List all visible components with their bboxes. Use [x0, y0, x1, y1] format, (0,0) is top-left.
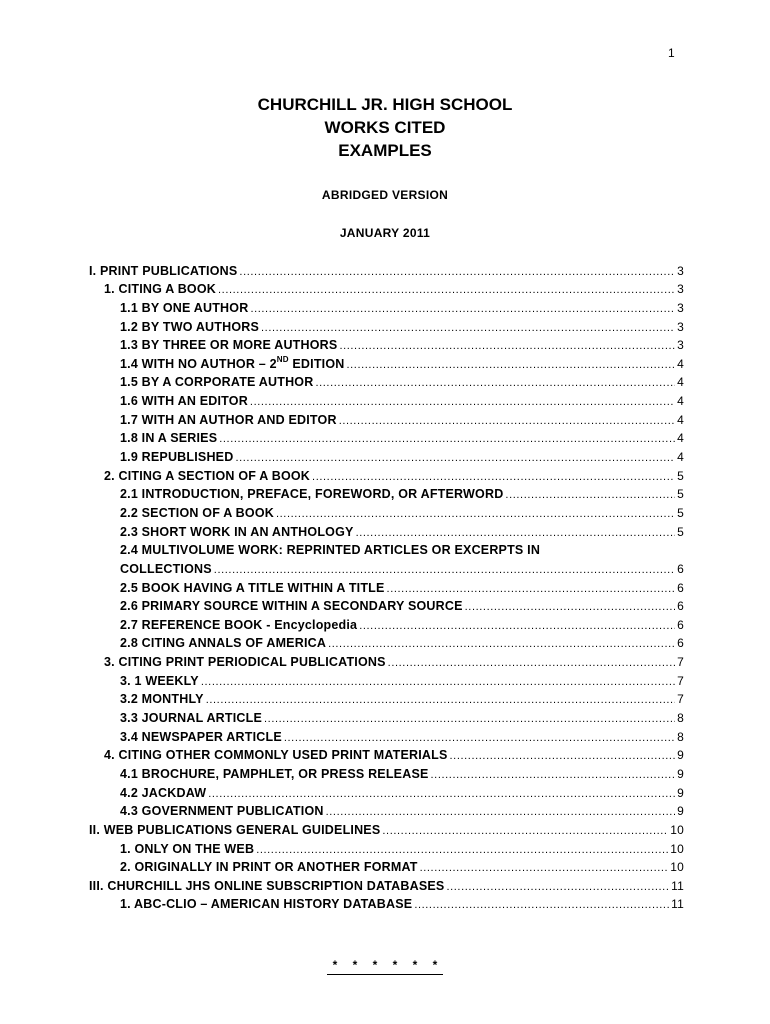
- toc-entry: [89, 315, 684, 334]
- toc-leader-dots: [256, 844, 668, 856]
- page-number: 1: [668, 46, 675, 60]
- toc-page-number: 3: [677, 300, 684, 315]
- toc-leader-dots: [276, 508, 675, 520]
- toc-entry: [89, 725, 684, 744]
- toc-entry: [89, 837, 684, 856]
- toc-entry: [89, 762, 684, 781]
- toc-entry: [89, 259, 684, 278]
- toc-entry: [89, 557, 684, 576]
- toc-entry: [89, 669, 684, 688]
- toc-page-number: 9: [677, 766, 684, 781]
- toc-leader-dots: [250, 303, 675, 315]
- toc-leader-dots: [359, 620, 675, 632]
- toc-entry-title: 2.2 SECTION OF A BOOK: [120, 505, 274, 520]
- toc-page-number: 11: [671, 897, 684, 912]
- toc-page-number: 7: [677, 692, 684, 707]
- toc-leader-dots: [264, 713, 675, 725]
- toc-entry: [89, 352, 684, 371]
- toc-page-number: 5: [677, 487, 684, 502]
- toc-leader-dots: [446, 881, 669, 893]
- toc-entry: [89, 501, 684, 520]
- toc-page-number: 4: [677, 431, 684, 446]
- toc-leader-dots: [346, 359, 675, 371]
- toc-entry: [89, 576, 684, 595]
- toc-page-number: 6: [677, 580, 684, 595]
- toc-entry-title: COLLECTIONS: [120, 561, 212, 576]
- toc-entry-title: 3.2 MONTHLY: [120, 692, 204, 707]
- toc-leader-dots: [387, 583, 676, 595]
- toc-entry-title: 1. ABC-CLIO – AMERICAN HISTORY DATABASE: [120, 897, 413, 912]
- toc-leader-dots: [284, 732, 675, 744]
- title-line-examples: EXAMPLES: [338, 141, 432, 160]
- toc-page-number: 6: [677, 636, 684, 651]
- toc-entry-title: 1.6 WITH AN EDITOR: [120, 394, 248, 409]
- document-title: [0, 93, 770, 162]
- toc-entry-title: 1.3 BY THREE OR MORE AUTHORS: [120, 338, 338, 353]
- toc-page-number: 3: [677, 319, 684, 334]
- toc-entry-title: 2.5 BOOK HAVING A TITLE WITHIN A TITLE: [120, 580, 385, 595]
- toc-entry: [89, 893, 684, 912]
- toc-leader-dots: [250, 396, 675, 408]
- title-line-school: CHURCHILL JR. HIGH SCHOOL: [257, 95, 513, 114]
- toc-entry: [89, 650, 684, 669]
- toc-entry-title: 4. CITING OTHER COMMONLY USED PRINT MATERIALS: [104, 748, 448, 763]
- toc-entry: [89, 296, 684, 315]
- toc-page-number: 8: [677, 711, 684, 726]
- toc-page-number: 9: [677, 804, 684, 819]
- toc-entry: [89, 408, 684, 427]
- toc-entry-title: 2.1 INTRODUCTION, PREFACE, FOREWORD, OR AFTERWORD: [120, 487, 504, 502]
- toc-entry-title: 2. ORIGINALLY IN PRINT OR ANOTHER FORMAT: [120, 860, 418, 875]
- toc-entry-title: 2.3 SHORT WORK IN AN ANTHOLOGY: [120, 524, 354, 539]
- toc-entry-title: 3.4 NEWSPAPER ARTICLE: [120, 729, 282, 744]
- toc-leader-dots: [206, 694, 675, 706]
- toc-entry: [89, 520, 684, 539]
- toc-leader-dots: [208, 788, 675, 800]
- toc-entry: [89, 613, 684, 632]
- toc-entry-title: 2.6 PRIMARY SOURCE WITHIN A SECONDARY SOURCE: [120, 599, 463, 614]
- toc-entry: [89, 483, 684, 502]
- toc-entry-title: 1.2 BY TWO AUTHORS: [120, 319, 260, 334]
- toc-leader-dots: [382, 825, 668, 837]
- toc-entry: [89, 800, 684, 819]
- toc-entry-title: 2. CITING A SECTION OF A BOOK: [104, 468, 311, 483]
- toc-entry: [89, 371, 684, 390]
- toc-entry-title: I. PRINT PUBLICATIONS: [89, 263, 238, 278]
- toc-page-number: 5: [677, 505, 684, 520]
- toc-page-number: 4: [677, 412, 684, 427]
- toc-entry: [89, 278, 684, 297]
- toc-entry: [89, 427, 684, 446]
- toc-entry-title: 4.1 BROCHURE, PAMPHLET, OR PRESS RELEASE: [120, 766, 429, 781]
- toc-page-number: 6: [677, 617, 684, 632]
- toc-entry-title: 1.4 WITH NO AUTHOR – 2ND EDITION: [120, 354, 345, 371]
- toc-entry-title: 1.9 REPUBLISHED: [120, 450, 234, 465]
- toc-leader-dots: [201, 676, 675, 688]
- toc-leader-dots: [326, 806, 676, 818]
- toc-entry-title: 3.3 JOURNAL ARTICLE: [120, 711, 263, 726]
- toc-entry-title: 1. CITING A BOOK: [104, 282, 217, 297]
- toc-leader-dots: [219, 433, 675, 445]
- toc-page-number: 6: [677, 561, 684, 576]
- toc-entry: [89, 334, 684, 353]
- toc-leader-dots: [218, 284, 675, 296]
- toc-leader-dots: [312, 471, 675, 483]
- toc-page-number: 4: [677, 394, 684, 409]
- toc-page-number: 10: [670, 841, 684, 856]
- toc-entry: [89, 744, 684, 763]
- toc-leader-dots: [505, 489, 675, 501]
- toc-page-number: 5: [677, 524, 684, 539]
- toc-page-number: 3: [677, 338, 684, 353]
- toc-entry: [89, 464, 684, 483]
- toc-entry: [89, 856, 684, 875]
- toc-page-number: 5: [677, 468, 684, 483]
- toc-entry-title: III. CHURCHILL JHS ONLINE SUBSCRIPTION DATABASES: [89, 878, 445, 893]
- toc-leader-dots: [388, 657, 675, 669]
- toc-entry: [89, 818, 684, 837]
- toc-leader-dots: [315, 377, 675, 389]
- toc-leader-dots: [339, 340, 675, 352]
- toc-page-number: 8: [677, 729, 684, 744]
- toc-entry-title: 1.7 WITH AN AUTHOR AND EDITOR: [120, 412, 337, 427]
- toc-page-number: 3: [677, 282, 684, 297]
- version-subtitle: ABRIDGED VERSION: [321, 188, 449, 202]
- toc-entry: [89, 445, 684, 464]
- toc-leader-dots: [414, 899, 669, 911]
- toc-entry-title: 3. CITING PRINT PERIODICAL PUBLICATIONS: [104, 655, 386, 670]
- toc-entry-title: 1.8 IN A SERIES: [120, 431, 218, 446]
- toc-leader-dots: [339, 415, 675, 427]
- toc-leader-dots: [235, 452, 675, 464]
- table-of-contents: [89, 259, 684, 911]
- toc-leader-dots: [239, 266, 675, 278]
- toc-entry-title: 2.4 MULTIVOLUME WORK: REPRINTED ARTICLES OR EXCERPTS IN: [120, 543, 541, 558]
- toc-page-number: 4: [677, 356, 684, 371]
- toc-page-number: 10: [670, 822, 684, 837]
- toc-leader-dots: [356, 527, 676, 539]
- toc-page-number: 7: [677, 673, 684, 688]
- toc-entry-title: 2.8 CITING ANNALS OF AMERICA: [120, 636, 327, 651]
- toc-entry-title: II. WEB PUBLICATIONS GENERAL GUIDELINES: [89, 822, 381, 837]
- toc-leader-dots: [328, 638, 675, 650]
- toc-leader-dots: [261, 322, 675, 334]
- toc-leader-dots: [214, 564, 675, 576]
- toc-entry-title: 1.5 BY A CORPORATE AUTHOR: [120, 375, 314, 390]
- toc-entry: [89, 688, 684, 707]
- toc-page-number: 9: [677, 748, 684, 763]
- toc-entry: [89, 874, 684, 893]
- toc-entry-title: 4.2 JACKDAW: [120, 785, 207, 800]
- toc-page-number: 6: [677, 599, 684, 614]
- toc-page-number: 10: [670, 860, 684, 875]
- toc-page-number: 4: [677, 375, 684, 390]
- toc-page-number: 11: [671, 878, 684, 893]
- toc-leader-dots: [431, 769, 676, 781]
- footer-stars: * * * * * *: [0, 958, 770, 972]
- toc-entry: [89, 706, 684, 725]
- toc-entry-title: 1. ONLY ON THE WEB: [120, 841, 255, 856]
- toc-entry-title: 1.1 BY ONE AUTHOR: [120, 300, 249, 315]
- toc-page-number: 7: [677, 655, 684, 670]
- toc-entry: [89, 539, 684, 558]
- toc-entry-title: 3. 1 WEEKLY: [120, 673, 199, 688]
- toc-page-number: 9: [677, 785, 684, 800]
- toc-leader-dots: [465, 601, 675, 613]
- toc-entry: [89, 632, 684, 651]
- title-line-works-cited: WORKS CITED: [324, 118, 446, 137]
- toc-entry: [89, 389, 684, 408]
- toc-leader-dots: [450, 750, 676, 762]
- toc-page-number: 3: [677, 263, 684, 278]
- toc-entry: [89, 595, 684, 614]
- toc-entry-title: 4.3 GOVERNMENT PUBLICATION: [120, 804, 324, 819]
- toc-leader-dots: [420, 862, 669, 874]
- toc-page-number: 4: [677, 450, 684, 465]
- date-subtitle: JANUARY 2011: [339, 226, 431, 240]
- toc-entry-title: 2.7 REFERENCE BOOK - Encyclopedia: [120, 617, 358, 632]
- toc-entry: [89, 781, 684, 800]
